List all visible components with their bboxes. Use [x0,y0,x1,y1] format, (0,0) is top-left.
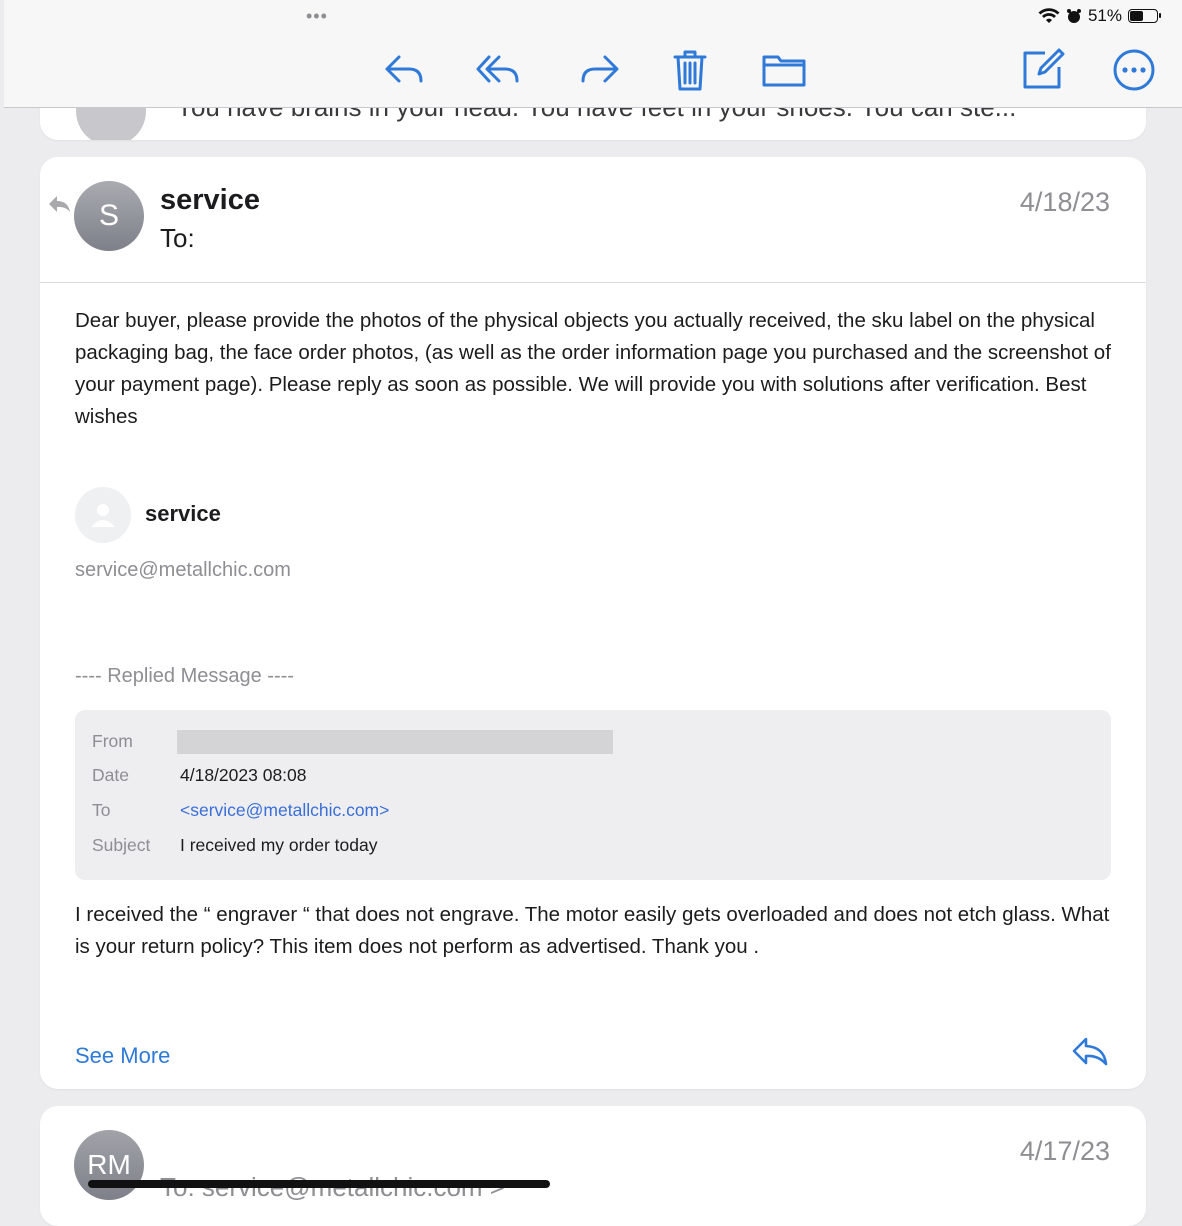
quote-date-row [92,765,307,786]
compose-icon [1019,47,1065,93]
multitasking-dots[interactable]: ••• [306,6,328,26]
more-icon [1111,47,1157,93]
quote-to-link[interactable]: <service@metallchic.com> [180,800,390,820]
message-date: 4/17/23 [1019,1136,1110,1166]
see-more-link[interactable]: See More [75,1043,171,1068]
quote-date-label: Date [92,765,129,785]
forward-icon [577,47,623,93]
sender-name[interactable]: service [160,184,260,216]
redacted-sender [177,730,613,754]
quote-from-label: From [92,730,133,751]
quote-subject-row [92,835,377,856]
message-card [40,157,1146,1089]
forward-button[interactable] [574,44,626,96]
trash-button[interactable] [664,44,716,96]
message-body: Dear buyer, please provide the photos of the physical objects you actually received, the sku label on the physical packaging bag, the face order photos, (as well as the order information page you purchased and the screenshot of your payment page). Please reply as soon as possible. We will provide you with solutions after verification. Best wishes [75,309,1111,428]
quote-from-row [92,730,613,754]
home-indicator[interactable] [88,1180,550,1188]
reply-button[interactable] [378,44,430,96]
top-toolbar [4,0,1182,108]
to-label: To: [160,223,195,253]
status-bar [1038,6,1158,26]
signature-email[interactable]: service@metallchic.com [75,559,291,581]
quote-to-label: To [92,800,111,820]
quote-subject-label: Subject [92,835,151,855]
message-date: 4/18/23 [1019,187,1110,217]
quote-subject-value: I received my order today [180,835,378,855]
signature-avatar [75,487,131,543]
reply-all-button[interactable] [472,44,524,96]
replied-arrow-icon [46,191,72,217]
alarm-icon [1066,8,1082,24]
quoted-message-body: I received the “ engraver “ that does not engrave. The motor easily gets overloaded and does not etch glass. What is your return policy? This item does not perform as advertised. Thank you . [75,903,1110,958]
sender-avatar[interactable]: S [74,181,144,251]
trash-icon [667,47,713,93]
move-to-folder-button[interactable] [758,44,810,96]
battery-icon [1128,9,1158,23]
replied-message-header: ---- Replied Message ---- [75,665,294,687]
reply-icon[interactable] [1070,1033,1110,1069]
more-button[interactable] [1108,44,1160,96]
wifi-icon [1038,8,1060,24]
person-icon [88,500,118,530]
reply-all-icon [475,47,521,93]
quote-to-row [92,800,389,821]
battery-percent: 51% [1087,6,1122,25]
folder-icon [761,47,807,93]
compose-button[interactable] [1016,44,1068,96]
quote-date-value: 4/18/2023 08:08 [180,765,307,785]
header-divider [40,282,1146,283]
sender-avatar[interactable]: RM [74,1130,144,1200]
quoted-header-box [75,710,1111,880]
signature-name: service [145,501,221,526]
reply-icon [381,47,427,93]
next-message-card[interactable] [40,1106,1146,1226]
battery-fill [1130,11,1143,21]
